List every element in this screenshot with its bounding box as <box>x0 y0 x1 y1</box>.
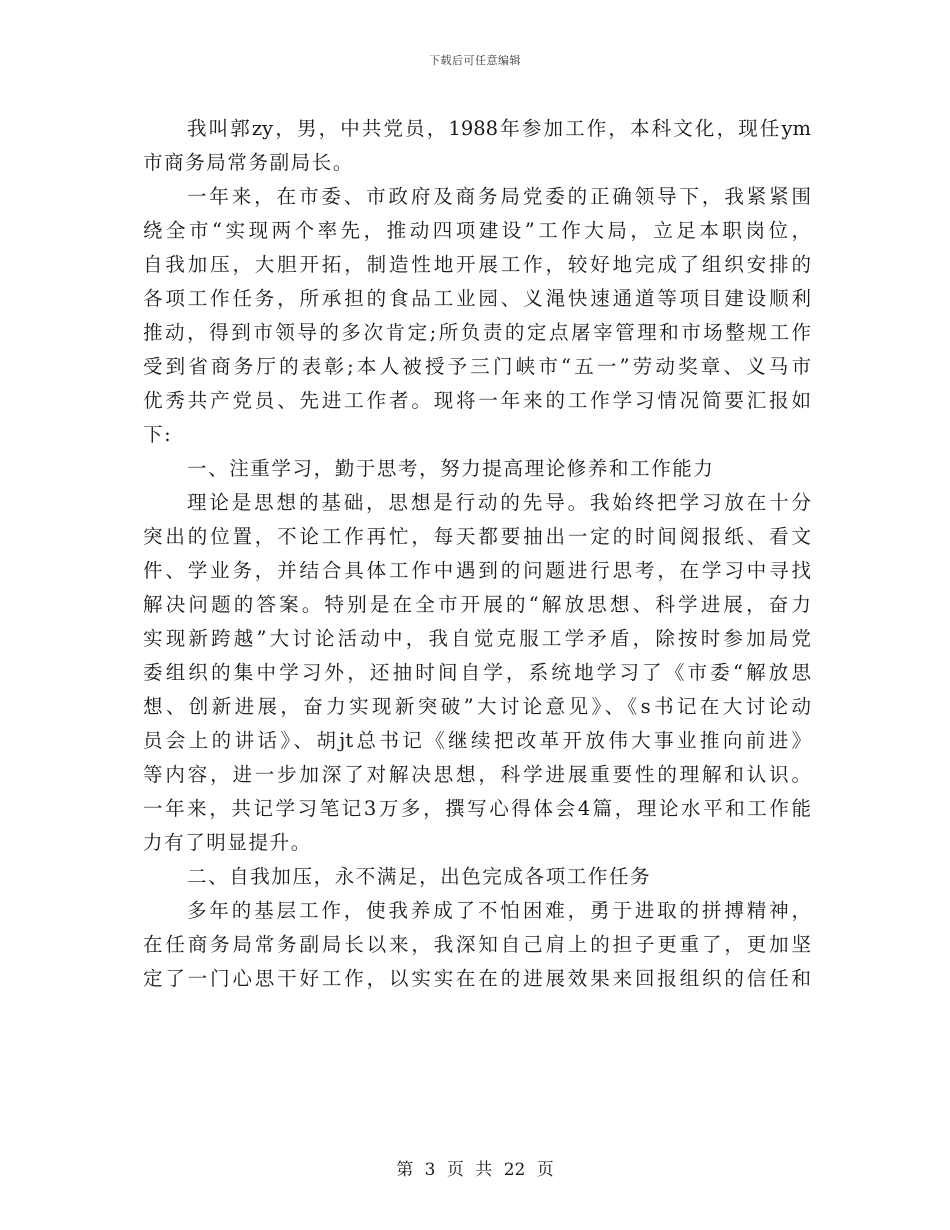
paragraph-line: 优秀共产党员、先进工作者。现将一年来的工作学习情况简要汇报如 <box>143 389 811 412</box>
paragraph-line: 理论是思想的基础，思想是行动的先导。我始终把学习放在十分 <box>187 491 811 514</box>
page-number-footer: 第 3 页 共 22 页 <box>396 1160 554 1180</box>
paragraph-line: 力有了明显提升。 <box>143 831 312 854</box>
body-text <box>143 112 811 996</box>
paragraph-line: 在任商务局常务副局长以来，我深知自己肩上的担子更重了，更加坚 <box>143 933 811 956</box>
paragraph-line: 定了一门心思干好工作，以实实在在的进展效果来回报组织的信任和 <box>143 967 811 990</box>
paragraph-line: 解决问题的答案。特别是在全市开展的“解放思想、科学进展，奋力 <box>143 593 811 616</box>
paragraph-line: 等内容，进一步加深了对解决思想，科学进展重要性的理解和认识。 <box>143 763 811 786</box>
paragraph-line: 绕全市“实现两个率先，推动四项建设”工作大局，立足本职岗位， <box>143 219 811 242</box>
paragraph-line: 受到省商务厅的表彰;本人被授予三门峡市“五一”劳动奖章、义马市 <box>143 355 811 378</box>
paragraph-line: 自我加压，大胆开拓，制造性地开展工作，较好地完成了组织安排的 <box>143 253 811 276</box>
section-heading: 二、自我加压，永不满足，出色完成各项工作任务 <box>187 865 652 888</box>
paragraph-line: 实现新跨越”大讨论活动中，我自觉克服工学矛盾，除按时参加局党 <box>143 627 811 650</box>
paragraph-line: 推动，得到市领导的多次肯定;所负责的定点屠宰管理和市场整规工作 <box>143 321 811 344</box>
paragraph-line: 各项工作任务，所承担的食品工业园、义渑快速通道等项目建设顺利 <box>143 287 811 310</box>
paragraph-line: 突出的位置，不论工作再忙，每天都要抽出一定的时间阅报纸、看文 <box>143 525 811 548</box>
paragraph-line: 委组织的集中学习外，还抽时间自学，系统地学习了《市委“解放思 <box>143 661 811 684</box>
paragraph-line: 我叫郭zy，男，中共党员，1988年参加工作，本科文化，现任ym <box>187 117 811 140</box>
paragraph-line: 下: <box>143 423 173 446</box>
paragraph-line: 市商务局常务副局长。 <box>143 151 355 174</box>
paragraph-line: 多年的基层工作，使我养成了不怕困难，勇于进取的拼搏精神， <box>187 899 811 922</box>
paragraph-line: 想、创新进展，奋力实现新突破”大讨论意见》、《s书记在大讨论动 <box>143 695 811 718</box>
paragraph-line: 一年来，在市委、市政府及商务局党委的正确领导下，我紧紧围 <box>187 185 811 208</box>
paragraph-line: 一年来，共记学习笔记3万多，撰写心得体会4篇，理论水平和工作能 <box>143 797 811 820</box>
paragraph-line: 件、学业务，并结合具体工作中遇到的问题进行思考，在学习中寻找 <box>143 559 811 582</box>
section-heading: 一、注重学习，勤于思考，努力提高理论修养和工作能力 <box>187 457 715 480</box>
header-note: 下载后可任意编辑 <box>429 54 521 67</box>
paragraph-line: 员会上的讲话》、胡jt总书记《继续把改革开放伟大事业推向前进》 <box>143 729 811 752</box>
